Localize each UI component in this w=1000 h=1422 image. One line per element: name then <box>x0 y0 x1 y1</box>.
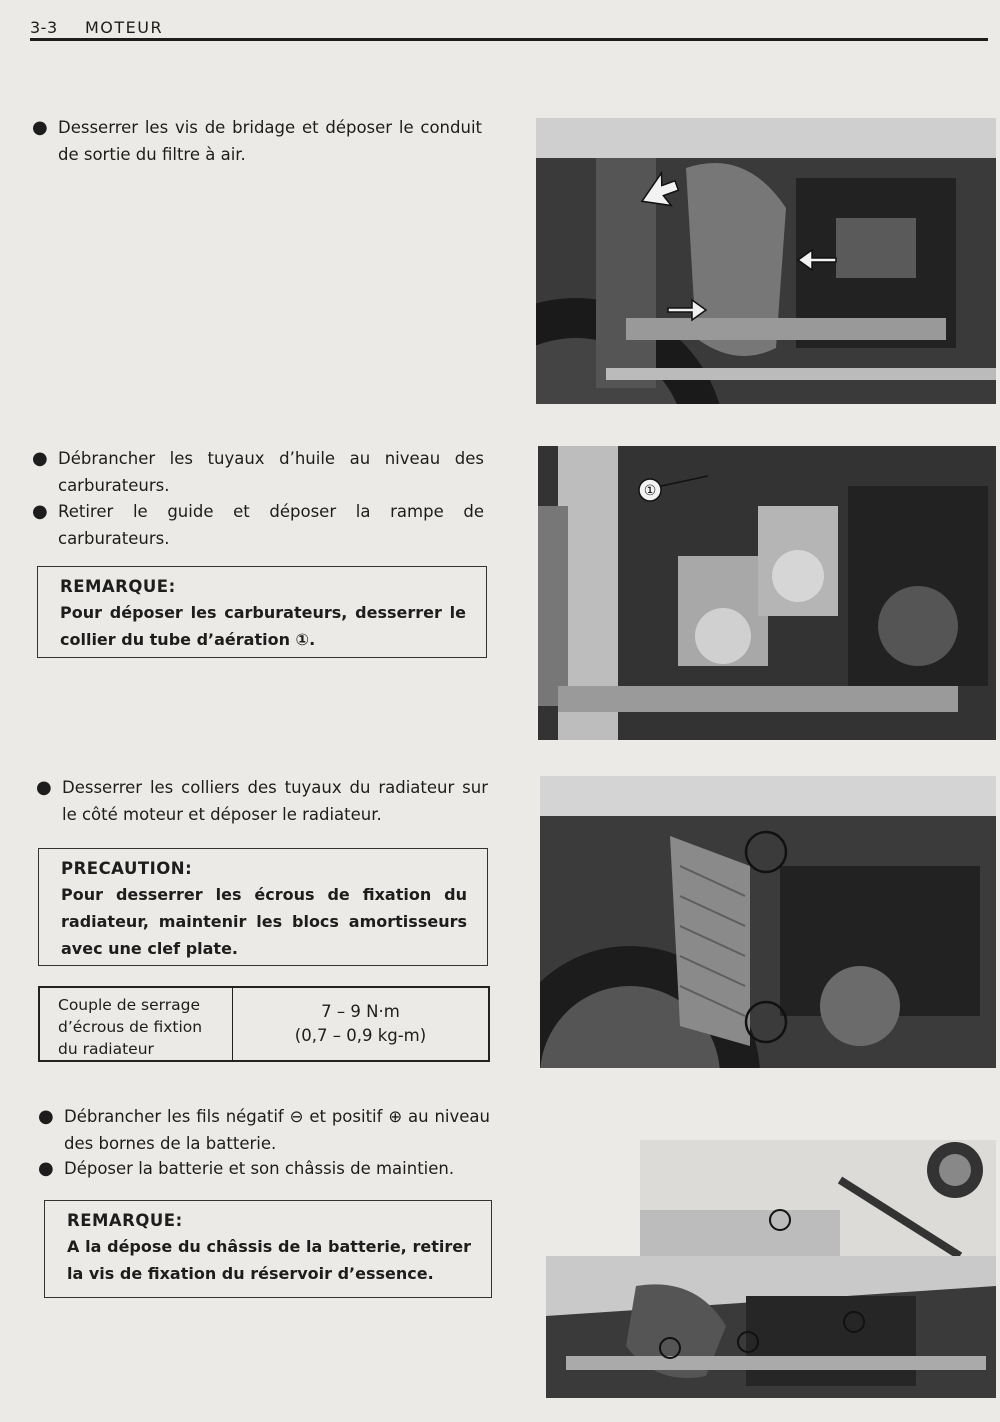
photo-radiator <box>540 776 996 1068</box>
photo-battery-drawing <box>546 1256 996 1398</box>
instruction-5 <box>38 1103 490 1157</box>
remarque-box-1 <box>37 566 487 658</box>
photo-carburetors-drawing <box>538 446 996 740</box>
torque-label: Couple de serrage d’écrous de fixtion du radiateur <box>40 988 233 1060</box>
precaution-box <box>38 848 488 966</box>
page-number: 3-3 <box>30 18 58 37</box>
instruction-3 <box>32 498 484 552</box>
instruction-text: Retirer le guide et déposer la rampe de carburateurs. <box>58 502 484 548</box>
instruction-4 <box>36 774 488 828</box>
photo-air-duct-drawing <box>536 118 996 404</box>
torque-value-kgm: (0,7 – 0,9 kg-m) <box>294 1026 427 1045</box>
torque-value-nm: 7 – 9 N·m <box>321 1002 400 1021</box>
bullet-icon: ● <box>36 777 52 798</box>
photo-carburetors <box>538 446 996 740</box>
bullet-icon: ● <box>32 501 48 522</box>
photo-battery-top <box>640 1140 996 1256</box>
bullet-icon: ● <box>32 448 48 469</box>
remarque-body: A la dépose du châssis de la batterie, retirer la vis de fixation du réservoir d’essence. <box>67 1237 471 1283</box>
section-title: MOTEUR <box>85 18 164 37</box>
bullet-icon: ● <box>32 117 48 138</box>
page-header <box>30 14 988 40</box>
instruction-text: Débrancher les fils négatif ⊖ et positif ⊕ au niveau des bornes de la batterie. <box>64 1107 490 1153</box>
torque-values <box>233 988 488 1060</box>
bullet-icon: ● <box>38 1158 54 1179</box>
remarque-title: REMARQUE: <box>67 1211 183 1230</box>
photo-air-duct <box>536 118 996 404</box>
photo-radiator-drawing <box>540 776 996 1068</box>
photo-battery <box>546 1256 996 1398</box>
remarque-box-2 <box>44 1200 492 1298</box>
torque-table <box>38 986 490 1062</box>
instruction-6 <box>38 1155 490 1182</box>
instruction-1 <box>32 114 482 168</box>
precaution-body: Pour desserrer les écrous de fixation du radiateur, maintenir les blocs amortisseurs avec une clef plate. <box>61 885 467 958</box>
instruction-2 <box>32 445 484 499</box>
remarque-title: REMARQUE: <box>60 577 176 596</box>
header-rule <box>30 38 988 41</box>
photo-callout-label: ① <box>643 483 657 499</box>
instruction-text: Déposer la batterie et son châssis de maintien. <box>64 1159 455 1178</box>
remarque-body: Pour déposer les carburateurs, desserrer le collier du tube d’aération ①. <box>60 603 466 649</box>
photo-battery-top-drawing <box>640 1140 996 1256</box>
instruction-text: Desserrer les vis de bridage et déposer le conduit de sortie du filtre à air. <box>58 118 482 164</box>
precaution-title: PRECAUTION: <box>61 859 193 878</box>
bullet-icon: ● <box>38 1106 54 1127</box>
instruction-text: Débrancher les tuyaux d’huile au niveau des carburateurs. <box>58 449 484 495</box>
instruction-text: Desserrer les colliers des tuyaux du radiateur sur le côté moteur et déposer le radiateur. <box>62 778 488 824</box>
